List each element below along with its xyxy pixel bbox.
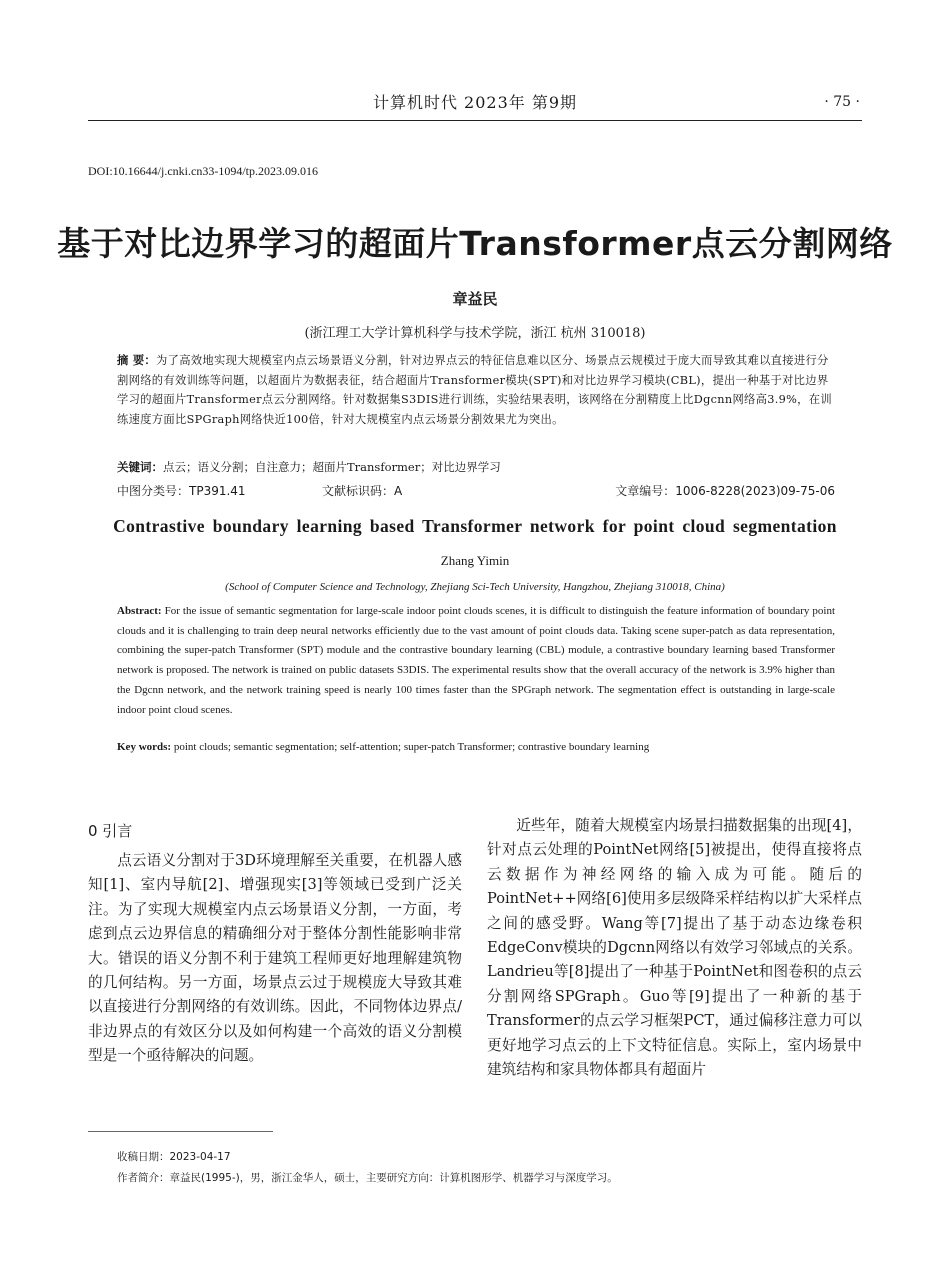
footnote-divider [88, 1131, 273, 1132]
section-heading: 0 引言 [88, 822, 133, 840]
footnote-received-date: 收稿日期：2023-04-17 [117, 1151, 231, 1163]
page-number: · 75 · [824, 94, 860, 110]
article-number: 文章编号：1006-8228(2023)09-75-06 [615, 484, 835, 498]
keywords-cn [117, 459, 835, 475]
clc-number: 中图分类号：TP391.41 [117, 484, 246, 498]
keywords-en [117, 741, 835, 753]
doi: DOI:10.16644/j.cnki.cn33-1094/tp.2023.09.016 [88, 164, 318, 178]
abstract-en-text: For the issue of semantic segmentation for large-scale indoor point clouds scenes, it is difficult to distinguish the feature information of boundary point clouds and it is challenging to train deep neural networks efficiently due to the vast amount of point clouds data. Taking scene super-patch as data representation, combining the super-patch Transformer (SPT) module and the contrastive boundary learning (CBL) module, a contrastive boundary learning based Transformer network is proposed. The network is trained on public datasets S3DIS. The experimental results show that the overall accuracy of the network is 3.9% higher than the Dgcnn network, and the network training speed is nearly 100 times faster than the SPGraph network. The segmentation effect is outstanding in large-scale indoor point cloud scenes. [117, 605, 835, 716]
abstract-en-label: Abstract: [117, 605, 162, 617]
abstract-en [117, 602, 835, 720]
keywords-en-text: point clouds; semantic segmentation; self-attention; super-patch Transformer; contrastive boundary learning [173, 741, 650, 753]
affiliation-cn: (浙江理工大学计算机科学与技术学院，浙江 杭州 310018) [304, 326, 646, 341]
author-cn: 章益民 [452, 290, 498, 308]
header-divider [88, 120, 862, 121]
affiliation-en: (School of Computer Science and Technology, Zhejiang Sci-Tech University, Hangzhou, Zhejiang 310018, China) [225, 581, 725, 593]
footnote-author-bio: 作者简介：章益民(1995-)，男，浙江金华人，硕士，主要研究方向：计算机图形学、机器学习与深度学习。 [117, 1172, 618, 1184]
document-code: 文献标识码：A [322, 484, 403, 498]
abstract-cn [117, 351, 835, 429]
abstract-cn-text: 为了高效地实现大规模室内点云场景语义分割，针对边界点云的特征信息难以区分、场景点云规模过于庞大而导致其难以直接进行分割网络的有效训练等问题，以超面片为数据表征，结合超面片Transformer模块(SPT)和对比边界学习模块(CBL)，提出一种基于对比边界学习的超面片Transformer点云分割网络。针对数据集S3DIS进行训练，实验结果表明，该网络在分割精度上比Dgcnn网络高3.9%，在训练速度方面比SPGraph网络快近100倍，针对大规模室内点云场景分割效果尤为突出。 [117, 354, 832, 426]
body-right-column: 近些年，随着大规模室内场景扫描数据集的出现[4]，针对点云处理的PointNet网络[5]被提出，使得直接将点云数据作为神经网络的输入成为可能。随后的PointNet++网络[6]使用多层级降采样结构以扩大采样点之间的感受野。Wang等[7]提出了基于动态边缘卷积EdgeConv模块的Dgcnn网络以有效学习邻域点的关系。Landrieu等[8]提出了一种基于PointNet和图卷积的点云分割网络SPGraph。Guo等[9]提出了一种新的基于Transformer的点云学习框架PCT，通过偏移注意力可以更好地学习点云的上下文特征信息。实际上，室内场景中建筑结构和家具物体都具有超面片 [487, 817, 862, 1079]
journal-header: 计算机时代 2023年 第9期 [372, 93, 578, 112]
keywords-cn-text: 点云；语义分割；自注意力；超面片Transformer；对比边界学习 [163, 460, 501, 474]
author-en: Zhang Yimin [440, 553, 510, 568]
paper-title-cn: 基于对比边界学习的超面片Transformer点云分割网络 [57, 224, 893, 263]
paper-title-en: Contrastive boundary learning based Transformer network for point cloud segmentation [113, 516, 837, 536]
abstract-cn-label: 摘 要： [117, 354, 157, 367]
keywords-cn-label: 关键词： [117, 460, 163, 474]
keywords-en-label: Key words: [117, 741, 172, 753]
body-left-column: 点云语义分割对于3D环境理解至关重要，在机器人感知[1]、室内导航[2]、增强现实[3]等领域已受到广泛关注。为了实现大规模室内点云场景语义分割，一方面，考虑到点云边界信息的精确细分对于整体分割性能影响非常大。错误的语义分割不利于建筑工程师更好地理解建筑物的几何结构。另一方面，场景点云过于规模庞大导致其难以直接进行分割网络的有效训练。因此，不同物体边界点/非边界点的有效区分以及如何构建一个高效的语义分割模型是一个亟待解决的问题。 [88, 852, 462, 1065]
